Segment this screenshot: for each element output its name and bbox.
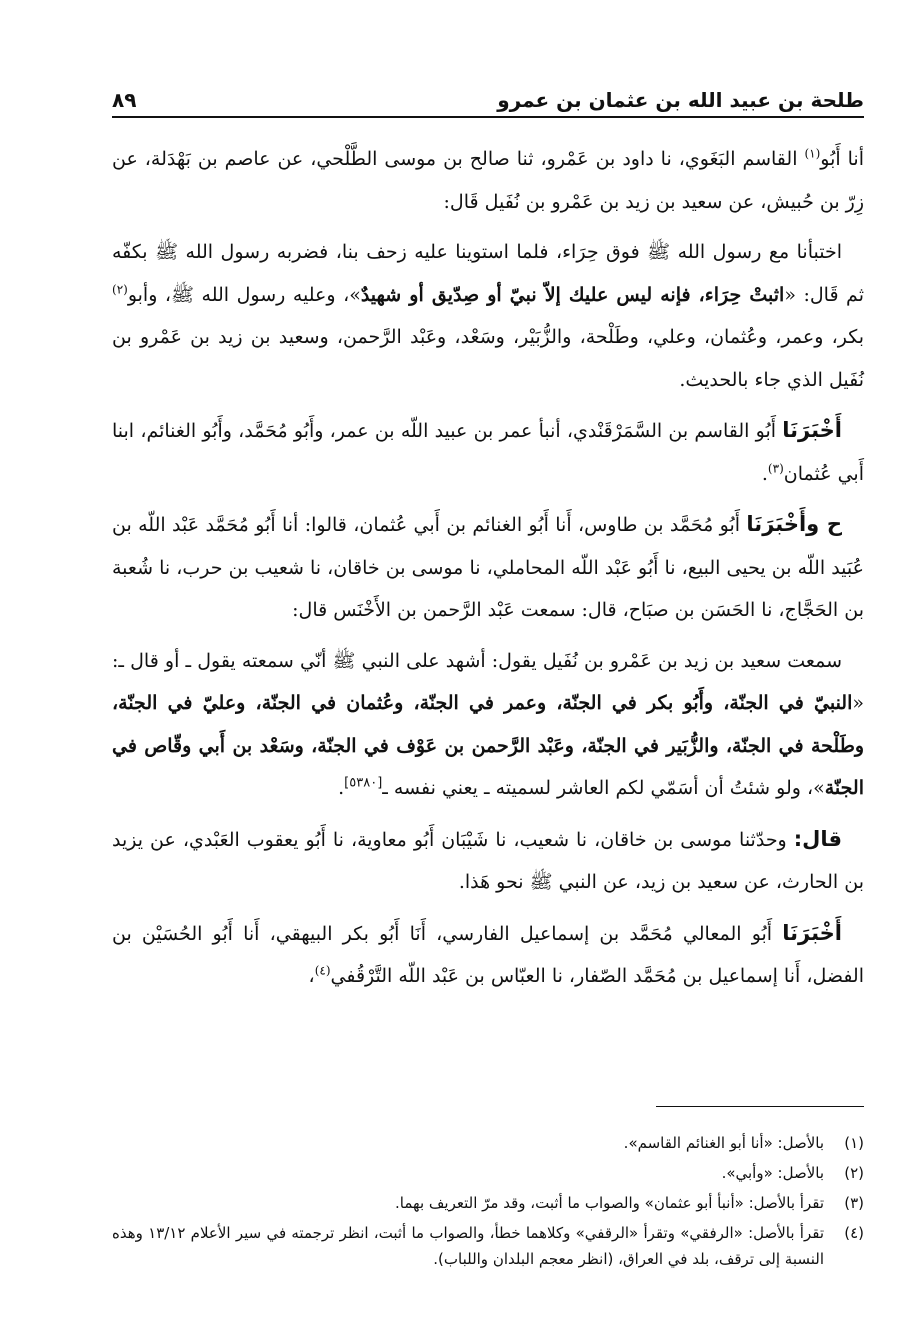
footnote-text: تقرأ بالأصل: «الرفقي» وتقرأ «الرقفي» وكلاهما خطأ، والصواب ما أثبت، انظر ترجمته في سير الأعلام ١٣/١٢ وهذه النسبة إلى ترقف، بلد في العراق، (انظر معجم البلدان واللباب).	[112, 1224, 824, 1268]
hadith-text: اثبتْ حِرَاء، فإنه ليس عليك إلاّ نبيّ أو صِدّيق أو شهيدٌ	[360, 283, 785, 306]
isnad-lead-word: أَخْبَرَنَا	[782, 920, 842, 945]
text-run: .	[761, 462, 768, 485]
page-number: ٨٩	[112, 88, 137, 112]
reference-number: [٥٣٨٠]	[344, 775, 383, 791]
footnote-text: بالأصل: «وأبي».	[721, 1164, 824, 1182]
text-run: أنا أَبُو	[820, 148, 865, 170]
text-run: .	[338, 777, 345, 799]
paragraph	[112, 912, 864, 998]
paragraph	[112, 409, 864, 495]
text-run: أَبُو المعالي مُحَمَّد بن إسماعيل الفارسي، أَنَا أَبُو بكر البيهقي، أَنا أَبُو الحُسَيْن بن الفضل، أَنا إسماعيل بن مُحَمَّد الصّفار، نا العبّاس بن عَبْد اللّه التَّرْقُفي	[112, 922, 864, 987]
text-run: »، ولو شئتُ أن أسَمّي لكم العاشر لسميته ـ يعني نفسه ـ	[382, 777, 825, 799]
footnote-number: (٣)	[844, 1194, 864, 1212]
footnotes	[112, 1130, 864, 1276]
isnad-lead-word: قال:	[793, 826, 842, 851]
footnote	[112, 1130, 864, 1156]
isnad-lead-word: أَخْبَرَنَا	[782, 418, 842, 442]
footnote-number: (٤)	[844, 1224, 864, 1242]
text-run: بكر، وعمر، وعُثمان، وعلي، وطَلْحة، والزُّبَيْر، وسَعْد، وعَبْد الرَّحمن، وسعيد بن زيد بن عَمْرو بن نُفَيل الذي جاء بالحديث.	[112, 326, 864, 391]
paragraph	[112, 138, 864, 223]
text-run: أَبُو مُحَمَّد بن طاوس، أَنا أَبُو الغنائم بن أَبي عُثمان، قالوا: أنا أَبُو مُحَمَّد عَبْد اللّه بن عُبَيد اللّه بن يحيى البيع، نا أَبُو عَبْد اللّه المحاملي، نا موسى بن خاقان، نا شعيب بن حرب، نا شُعبة بن الحَجَّاج، نا الحَسَن بن صبَاح، قال: سمعت عَبْد الرَّحمن بن الأَخْنَس قال:	[112, 514, 864, 621]
isnad-lead-word: ح وأَخْبَرَنَا	[746, 512, 842, 536]
text-run: اختبأنا مع رسول الله ﷺ فوق حِرَاء، فلما استوينا عليه زحف بنا، فضربه رسول الله ﷺ بكفّه ثم قَال: «	[112, 241, 864, 306]
footnote	[112, 1190, 864, 1216]
footnote-marker: (١)	[804, 146, 821, 161]
paragraph	[112, 503, 864, 632]
footnote-divider	[656, 1106, 864, 1107]
footnote-text: بالأصل: «أنا أبو الغنائم القاسم».	[623, 1134, 824, 1152]
footnote-marker: (٢)	[112, 282, 128, 297]
footnote	[112, 1160, 864, 1186]
footnote-text: تقرأ بالأصل: «أنبأ أبو عثمان» والصواب ما أثبت، وقد مرّ التعريف بهما.	[395, 1194, 824, 1212]
footnote-marker: (٤)	[314, 963, 331, 978]
main-text	[112, 138, 864, 998]
page-header	[112, 78, 864, 118]
hadith-text: النبيّ في الجنّة، وأَبُو بكر في الجنّة، وعمر في الجنّة، وعُثمان في الجنّة، وعليّ في الجنّة، وطَلْحة في الجنّة، والزُّبَير في الجنّة، وعَبْد الرَّحمن بن عَوْف في الجنّة، وسَعْد بن أَبي وقّاص في الجنّة	[112, 692, 864, 799]
text-run: »، وعليه رسول الله ﷺ، وأبو	[127, 283, 361, 306]
book-page	[112, 78, 864, 1318]
footnote-marker: (٣)	[767, 461, 784, 476]
text-run: القاسم البَغَوي، نا داود بن عَمْرو، ثنا صالح بن موسى الطَّلْحي، عن عاصم بن بَهْدَلة، عن زِرّ بن حُبيش، عن سعيد بن زيد بن عَمْرو بن نُفَيل قَال:	[112, 148, 864, 213]
paragraph	[112, 640, 864, 810]
footnote-number: (١)	[844, 1134, 864, 1152]
footnote	[112, 1220, 864, 1272]
paragraph	[112, 231, 864, 401]
paragraph	[112, 818, 864, 904]
text-run: وحدّثنا موسى بن خاقان، نا شعيب، نا شَيْبَان أَبُو معاوية، نا أَبُو يعقوب العَبْدي، عن يزيد بن الحارث، عن سعيد بن زيد، عن النبي ﷺ نحو هَذا.	[112, 828, 864, 893]
text-run: أَبُو القاسم بن السَّمَرْقَنْدي، أنبأ عمر بن عبيد اللّه بن عمر، وأَبُو مُحَمَّد، وأَبُو الغنائم، ابنا أَبي عُثمان	[112, 420, 864, 485]
footnote-number: (٢)	[844, 1164, 864, 1182]
text-run: ،	[308, 965, 315, 987]
running-title: طلحة بن عبيد الله بن عثمان بن عمرو	[497, 88, 864, 112]
text-run: سمعت سعيد بن زيد بن عَمْرو بن نُفَيل يقول: أشهد على النبي ﷺ أنّي سمعته يقول ـ أو قال ـ: «	[112, 649, 864, 714]
